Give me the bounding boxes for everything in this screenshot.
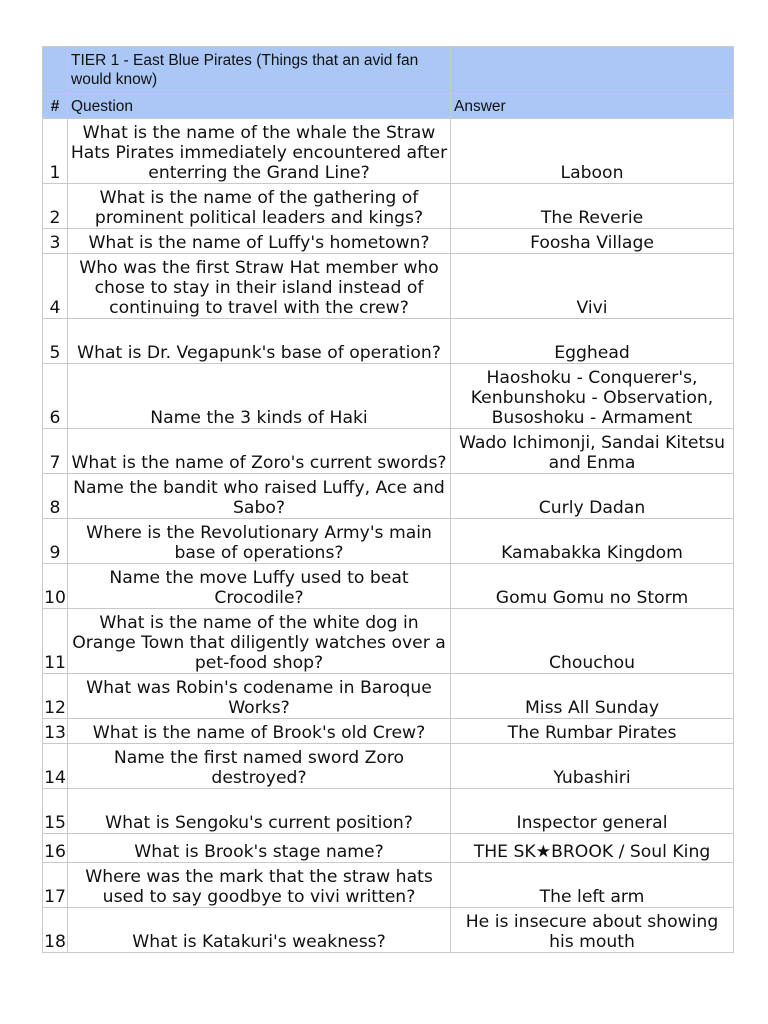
table-row — [43, 184, 734, 229]
answer-cell: THE SK★BROOK / Soul King — [451, 834, 734, 863]
table-row — [43, 863, 734, 908]
answer-cell: The left arm — [451, 863, 734, 908]
row-number: 3 — [43, 229, 68, 254]
row-number: 10 — [43, 564, 68, 609]
row-number: 4 — [43, 254, 68, 319]
table-row — [43, 908, 734, 953]
table-row — [43, 564, 734, 609]
table-row — [43, 609, 734, 674]
row-number: 8 — [43, 474, 68, 519]
answer-cell: Haoshoku - Conquerer's, Kenbunshoku - Observation, Busoshoku - Armament — [451, 364, 734, 429]
answer-cell: Gomu Gomu no Storm — [451, 564, 734, 609]
question-cell: Name the first named sword Zoro destroyed? — [68, 744, 451, 789]
question-cell: What is the name of the whale the Straw Hats Pirates immediately encountered after enterring the Grand Line? — [68, 119, 451, 184]
row-number: 15 — [43, 789, 68, 834]
question-cell: Who was the first Straw Hat member who chose to stay in their island instead of continuing to travel with the crew? — [68, 254, 451, 319]
row-number: 5 — [43, 319, 68, 364]
question-cell: What is the name of the white dog in Orange Town that diligently watches over a pet-food shop? — [68, 609, 451, 674]
table-row — [43, 744, 734, 789]
table-row — [43, 119, 734, 184]
question-cell: What is the name of Luffy's hometown? — [68, 229, 451, 254]
question-cell: What is Brook's stage name? — [68, 834, 451, 863]
question-cell: What is Sengoku's current position? — [68, 789, 451, 834]
table-row — [43, 429, 734, 474]
table-row — [43, 364, 734, 429]
tier-header-blank-answer-cell — [451, 47, 734, 94]
table-row — [43, 789, 734, 834]
column-header-answer: Answer — [451, 94, 734, 119]
answer-cell: Wado Ichimonji, Sandai Kitetsu and Enma — [451, 429, 734, 474]
tier-header-row — [43, 47, 734, 94]
column-header-row — [43, 94, 734, 119]
answer-cell: He is insecure about showing his mouth — [451, 908, 734, 953]
question-cell: What is Dr. Vegapunk's base of operation? — [68, 319, 451, 364]
answer-cell: Inspector general — [451, 789, 734, 834]
question-cell: Name the 3 kinds of Haki — [68, 364, 451, 429]
table-row — [43, 834, 734, 863]
column-header-number: # — [43, 94, 68, 119]
answer-cell: Chouchou — [451, 609, 734, 674]
answer-cell: Laboon — [451, 119, 734, 184]
question-cell: What is the name of Zoro's current swords? — [68, 429, 451, 474]
column-header-question: Question — [68, 94, 451, 119]
question-cell: Name the move Luffy used to beat Crocodile? — [68, 564, 451, 609]
question-cell: What was Robin's codename in Baroque Works? — [68, 674, 451, 719]
question-cell: What is the name of Brook's old Crew? — [68, 719, 451, 744]
answer-cell: Egghead — [451, 319, 734, 364]
row-number: 12 — [43, 674, 68, 719]
row-number: 1 — [43, 119, 68, 184]
row-number: 7 — [43, 429, 68, 474]
row-number: 14 — [43, 744, 68, 789]
question-cell: Where is the Revolutionary Army's main base of operations? — [68, 519, 451, 564]
row-number: 18 — [43, 908, 68, 953]
question-cell: Name the bandit who raised Luffy, Ace and Sabo? — [68, 474, 451, 519]
row-number: 2 — [43, 184, 68, 229]
question-cell: What is Katakuri's weakness? — [68, 908, 451, 953]
row-number: 9 — [43, 519, 68, 564]
table-row — [43, 474, 734, 519]
row-number: 6 — [43, 364, 68, 429]
table-row — [43, 254, 734, 319]
quiz-table — [42, 46, 734, 953]
answer-cell: Vivi — [451, 254, 734, 319]
answer-cell: The Reverie — [451, 184, 734, 229]
answer-cell: Curly Dadan — [451, 474, 734, 519]
answer-cell: Yubashiri — [451, 744, 734, 789]
question-cell: What is the name of the gathering of prominent political leaders and kings? — [68, 184, 451, 229]
answer-cell: Foosha Village — [451, 229, 734, 254]
table-row — [43, 674, 734, 719]
table-row — [43, 719, 734, 744]
table-row — [43, 319, 734, 364]
tier-header-blank-cell — [43, 47, 68, 94]
answer-cell: Kamabakka Kingdom — [451, 519, 734, 564]
answer-cell: The Rumbar Pirates — [451, 719, 734, 744]
answer-cell: Miss All Sunday — [451, 674, 734, 719]
quiz-table-body — [43, 47, 734, 953]
question-cell: Where was the mark that the straw hats used to say goodbye to vivi written? — [68, 863, 451, 908]
row-number: 16 — [43, 834, 68, 863]
tier-title: TIER 1 - East Blue Pirates (Things that an avid fan would know) — [68, 47, 451, 94]
row-number: 13 — [43, 719, 68, 744]
table-row — [43, 519, 734, 564]
table-row — [43, 229, 734, 254]
row-number: 11 — [43, 609, 68, 674]
row-number: 17 — [43, 863, 68, 908]
